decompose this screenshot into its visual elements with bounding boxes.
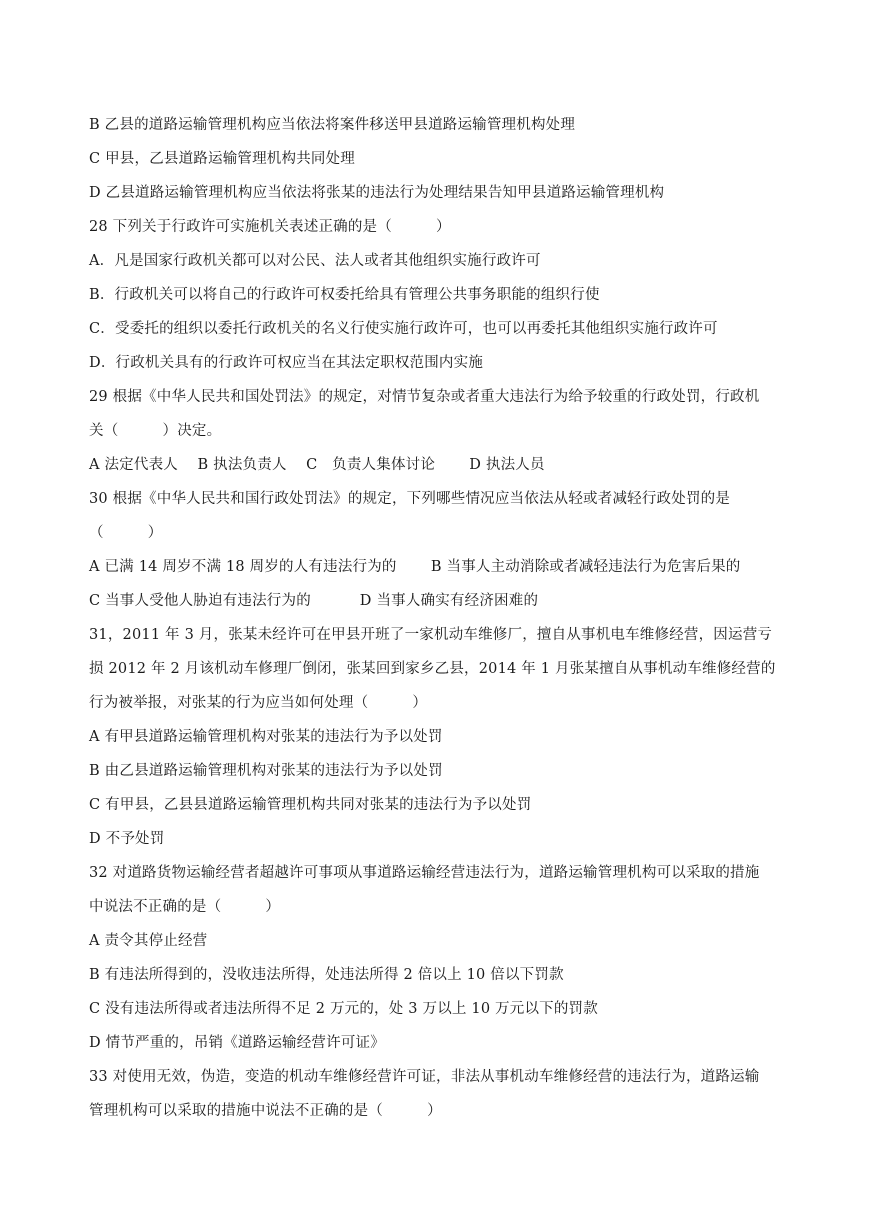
option-line: A 有甲县道路运输管理机构对张某的违法行为予以处罚 [89, 729, 443, 745]
question-line: 中说法不正确的是（ ） [89, 899, 281, 915]
question-line: 行为被举报，对张某的行为应当如何处理（ ） [89, 695, 428, 711]
question-line: 28 下列关于行政许可实施机关表述正确的是（ ） [89, 219, 451, 235]
option-line: B．行政机关可以将自己的行政许可权委托给具有管理公共事务职能的组织行使 [89, 287, 600, 303]
option-line: A 法定代表人 B 执法负责人 C 负责人集体讨论 D 执法人员 [89, 457, 545, 473]
question-line: 损 2012 年 2 月该机动车修理厂倒闭，张某回到家乡乙县，2014 年 1 月张某擅自从事机动车维修经营的 [89, 661, 776, 677]
option-line: D 不予处罚 [89, 831, 165, 847]
option-line: A 责令其停止经营 [89, 933, 208, 949]
option-line: A．凡是国家行政机关都可以对公民、法人或者其他组织实施行政许可 [89, 253, 541, 269]
option-line: D．行政机关具有的行政许可权应当在其法定职权范围内实施 [89, 355, 484, 371]
document-body [89, 108, 789, 1128]
option-line: B 由乙县道路运输管理机构对张某的违法行为予以处罚 [89, 763, 443, 779]
option-line: B 有违法所得到的，没收违法所得，处违法所得 2 倍以上 10 倍以下罚款 [89, 967, 564, 983]
question-line: （ ） [89, 525, 163, 541]
option-line: C 有甲县，乙县县道路运输管理机构共同对张某的违法行为予以处罚 [89, 797, 532, 813]
option-line: C 没有违法所得或者违法所得不足 2 万元的，处 3 万以上 10 万元以下的罚款 [89, 1001, 598, 1017]
option-line: B 乙县的道路运输管理机构应当依法将案件移送甲县道路运输管理机构处理 [89, 117, 576, 133]
question-line: 30 根据《中华人民共和国行政处罚法》的规定，下列哪些情况应当依法从轻或者减轻行政处罚的是 [89, 491, 731, 507]
option-line: D 情节严重的，吊销《道路运输经营许可证》 [89, 1035, 385, 1051]
question-line: 关（ ）决定。 [89, 423, 222, 439]
option-line: A 已满 14 周岁不满 18 周岁的人有违法行为的 B 当事人主动消除或者减轻违法行为危害后果的 [89, 559, 741, 575]
question-line: 32 对道路货物运输经营者超越许可事项从事道路运输经营违法行为，道路运输管理机构可以采取的措施 [89, 865, 760, 881]
option-line: C 当事人受他人胁迫有违法行为的 D 当事人确实有经济困难的 [89, 593, 539, 609]
option-line: C．受委托的组织以委托行政机关的名义行使实施行政许可，也可以再委托其他组织实施行政许可 [89, 321, 718, 337]
option-line: D 乙县道路运输管理机构应当依法将张某的违法行为处理结果告知甲县道路运输管理机构 [89, 185, 665, 201]
question-line: 31，2011 年 3 月，张某未经许可在甲县开班了一家机动车维修厂，擅自从事机电车维修经营，因运营亏 [89, 627, 773, 643]
question-line: 29 根据《中华人民共和国处罚法》的规定，对情节复杂或者重大违法行为给予较重的行政处罚，行政机 [89, 389, 760, 405]
question-line: 管理机构可以采取的措施中说法不正确的是（ ） [89, 1103, 442, 1119]
option-line: C 甲县，乙县道路运输管理机构共同处理 [89, 151, 356, 167]
question-line: 33 对使用无效，伪造，变造的机动车维修经营许可证，非法从事机动车维修经营的违法行为，道路运输 [89, 1069, 760, 1085]
